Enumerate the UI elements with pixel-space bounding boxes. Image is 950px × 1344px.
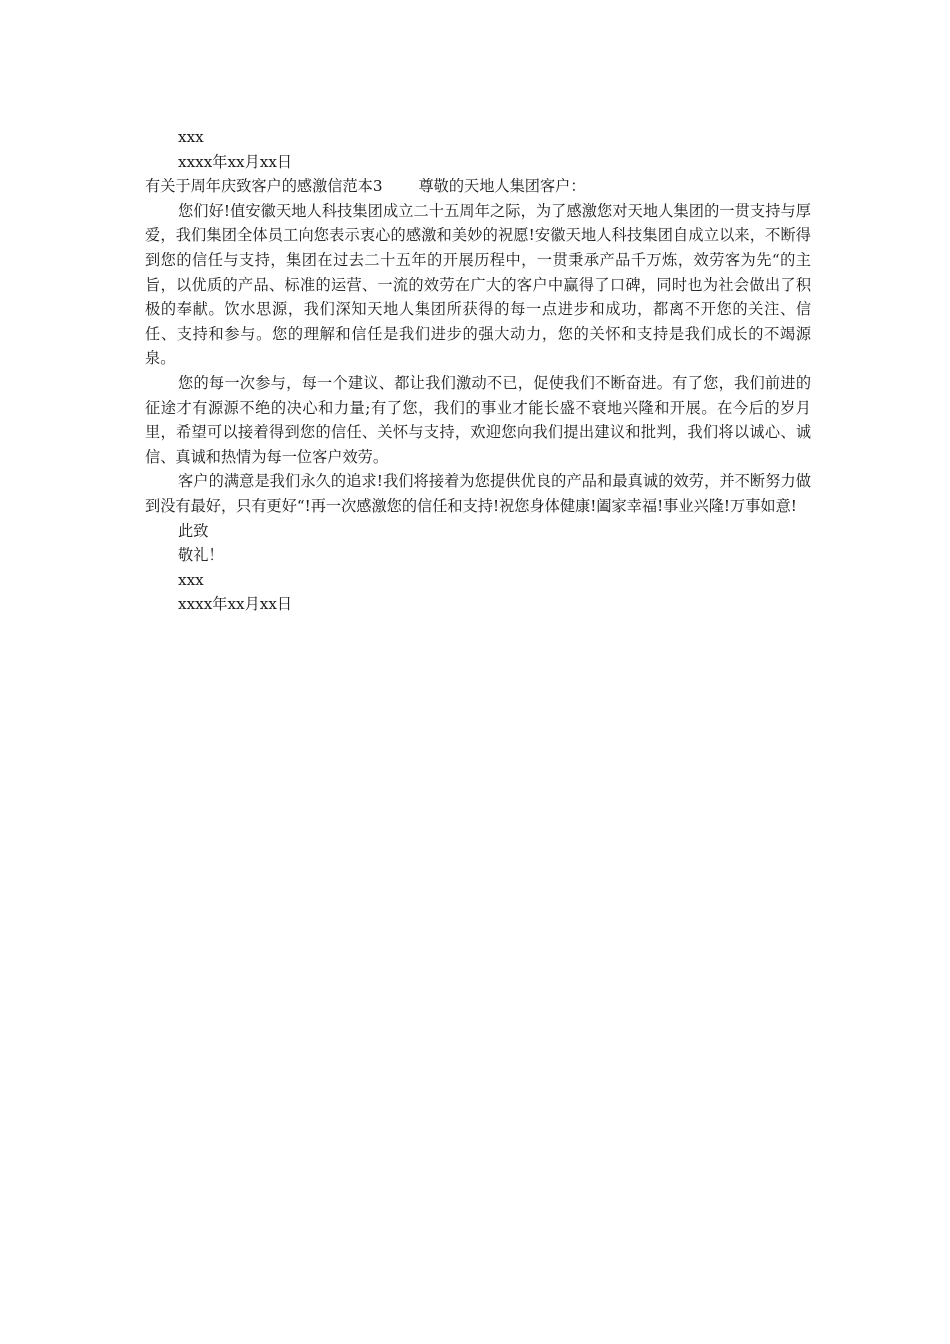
letter-title: 有关于周年庆致客户的感激信范本3 <box>145 177 383 196</box>
paragraph-1: 您们好!值安徽天地人科技集团成立二十五周年之际，为了感激您对天地人集团的一贯支持与厚爱，我们集团全体员工向您表示衷心的感激和美妙的祝愿!安徽天地人科技集团自成立以来，不断得到您的信任与支持，集团在过去二十五年的开展历程中，一贯秉承产品千万炼，效劳客为先“的主旨，以优质的产品、标准的运营、一流的效劳在广大的客户中赢得了口碑，同时也为社会做出了积极的奉献。饮水思源，我们深知天地人集团所获得的每一点进步和成功，都离不开您的关注、信任、支持和参与。您的理解和信任是我们进步的强大动力，您的关怀和支持是我们成长的不竭源泉。 <box>145 201 811 368</box>
closing-signature: xxx <box>178 570 204 589</box>
paragraph-2: 您的每一次参与，每一个建议、都让我们激动不已，促使我们不断奋进。有了您，我们前进的征途才有源源不绝的决心和力量;有了您，我们的事业才能长盛不衰地兴隆和开展。在今后的岁月里，希望可以接着得到您的信任、关怀与支持，欢迎您向我们提出建议和批判，我们将以诚心、诚信、真诚和热情为每一位客户效劳。 <box>145 373 811 466</box>
salutation: 尊敬的天地人集团客户： <box>418 177 586 196</box>
top-date: xxxx年xx月xx日 <box>178 152 293 171</box>
closing-date: xxxx年xx月xx日 <box>178 595 293 614</box>
closing-line-1: 此致 <box>178 521 209 540</box>
letter-body <box>145 125 811 617</box>
paragraph-3: 客户的满意是我们永久的追求!我们将接着为您提供优良的产品和最真诚的效劳，并不断努力做到没有最好，只有更好“!再一次感激您的信任和支持!祝您身体健康!阖家幸福!事业兴隆!万事如意! <box>145 472 811 515</box>
closing-line-2: 敬礼！ <box>178 546 224 565</box>
top-signature: xxx <box>178 128 204 146</box>
letter-heading <box>145 174 811 199</box>
